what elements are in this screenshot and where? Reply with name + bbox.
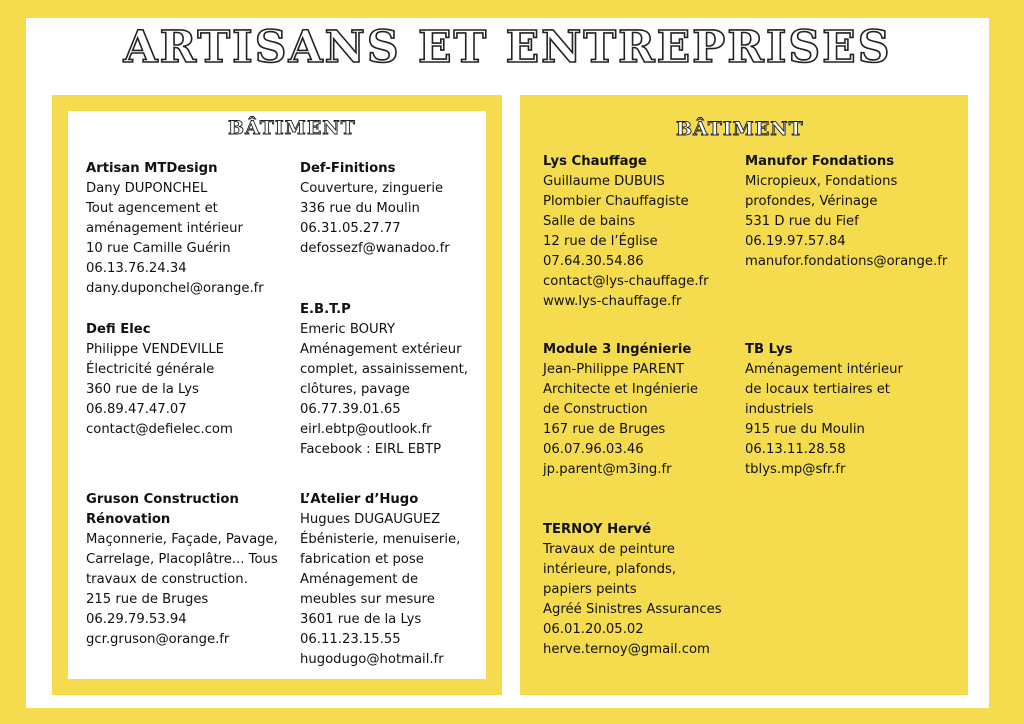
business-line: Micropieux, Fondations bbox=[745, 174, 898, 189]
business-card bbox=[86, 320, 233, 440]
business-line: 12 rue de l’Église bbox=[543, 234, 658, 249]
business-line: 336 rue du Moulin bbox=[300, 201, 420, 216]
business-line: 3601 rue de la Lys bbox=[300, 612, 422, 627]
business-line: Couverture, zinguerie bbox=[300, 181, 444, 196]
business-name: TB Lys bbox=[745, 342, 793, 357]
business-phone: 06.07.96.03.46 bbox=[543, 442, 644, 457]
business-line: Agréé Sinistres Assurances bbox=[543, 602, 722, 617]
business-name: TERNOY Hervé bbox=[543, 522, 652, 537]
business-card bbox=[300, 490, 460, 670]
business-email[interactable]: herve.ternoy@gmail.com bbox=[543, 642, 710, 657]
business-card bbox=[745, 152, 947, 272]
business-card bbox=[543, 520, 722, 660]
business-phone: 06.31.05.27.77 bbox=[300, 221, 401, 236]
business-line: Philippe VENDEVILLE bbox=[86, 342, 224, 357]
business-email[interactable]: eirl.ebtp@outlook.fr bbox=[300, 422, 432, 437]
business-line: Emeric BOURY bbox=[300, 322, 396, 337]
business-phone: 06.13.11.28.58 bbox=[745, 442, 846, 457]
business-line: intérieure, plafonds, bbox=[543, 562, 677, 577]
business-line: Aménagement intérieur bbox=[745, 362, 903, 377]
business-line: 215 rue de Bruges bbox=[86, 592, 209, 607]
business-line: fabrication et pose bbox=[300, 552, 424, 567]
business-website[interactable]: www.lys-chauffage.fr bbox=[543, 294, 682, 309]
business-line: travaux de construction. bbox=[86, 572, 248, 587]
business-name: L’Atelier d’Hugo bbox=[300, 492, 419, 507]
left-panel-inner bbox=[68, 111, 486, 679]
business-line: de Construction bbox=[543, 402, 648, 417]
business-line: papiers peints bbox=[543, 582, 637, 597]
business-line: 10 rue Camille Guérin bbox=[86, 241, 231, 256]
business-phone: 06.11.23.15.55 bbox=[300, 632, 401, 647]
business-name: Def-Finitions bbox=[300, 161, 396, 176]
left-panel bbox=[52, 95, 502, 695]
business-name: Artisan MTDesign bbox=[86, 161, 218, 176]
business-line: Aménagement de bbox=[300, 572, 419, 587]
business-card bbox=[300, 300, 468, 460]
right-panel bbox=[520, 95, 968, 695]
business-card bbox=[86, 490, 278, 650]
business-name: Gruson Construction bbox=[86, 492, 239, 507]
business-phone: 06.89.47.47.07 bbox=[86, 402, 187, 417]
business-line: Architecte et Ingénierie bbox=[543, 382, 698, 397]
business-email[interactable]: tblys.mp@sfr.fr bbox=[745, 462, 846, 477]
business-name: Lys Chauffage bbox=[543, 154, 647, 169]
business-line: Dany DUPONCHEL bbox=[86, 181, 208, 196]
business-card bbox=[86, 159, 264, 299]
business-line: Électricité générale bbox=[86, 362, 215, 377]
business-email[interactable]: dany.duponchel@orange.fr bbox=[86, 281, 264, 296]
business-line: aménagement intérieur bbox=[86, 221, 243, 236]
business-phone: 06.13.76.24.34 bbox=[86, 261, 187, 276]
business-line: meubles sur mesure bbox=[300, 592, 435, 607]
business-name: Manufor Fondations bbox=[745, 154, 895, 169]
business-name: Module 3 Ingénierie bbox=[543, 342, 692, 357]
business-phone: 06.01.20.05.02 bbox=[543, 622, 644, 637]
business-social[interactable]: Facebook : EIRL EBTP bbox=[300, 442, 442, 457]
business-name-2: Rénovation bbox=[86, 512, 171, 527]
business-line: 360 rue de la Lys bbox=[86, 382, 199, 397]
business-email[interactable]: gcr.gruson@orange.fr bbox=[86, 632, 230, 647]
business-phone: 07.64.30.54.86 bbox=[543, 254, 644, 269]
business-line: profondes, Vérinage bbox=[745, 194, 878, 209]
right-heading: BÂTIMENT bbox=[676, 118, 804, 140]
business-line: 915 rue du Moulin bbox=[745, 422, 865, 437]
business-line: Guillaume DUBUIS bbox=[543, 174, 665, 189]
business-card bbox=[300, 159, 450, 259]
business-email[interactable]: contact@lys-chauffage.fr bbox=[543, 274, 709, 289]
business-line: clôtures, pavage bbox=[300, 382, 410, 397]
business-email[interactable]: contact@defielec.com bbox=[86, 422, 233, 437]
business-line: Ébénisterie, menuiserie, bbox=[300, 532, 461, 547]
business-name: E.B.T.P bbox=[300, 302, 351, 317]
business-email[interactable]: jp.parent@m3ing.fr bbox=[543, 462, 672, 477]
business-phone: 06.29.79.53.94 bbox=[86, 612, 187, 627]
business-name: Defi Elec bbox=[86, 322, 151, 337]
business-card bbox=[543, 152, 709, 312]
business-line: 531 D rue du Fief bbox=[745, 214, 859, 229]
business-line: Plombier Chauffagiste bbox=[543, 194, 689, 209]
business-line: de locaux tertiaires et bbox=[745, 382, 890, 397]
business-line: complet, assainissement, bbox=[300, 362, 468, 377]
business-email[interactable]: defossezf@wanadoo.fr bbox=[300, 241, 450, 256]
business-card bbox=[543, 340, 698, 480]
business-email[interactable]: manufor.fondations@orange.fr bbox=[745, 254, 948, 269]
page-title: ARTISANS ET ENTREPRISES bbox=[123, 22, 892, 73]
business-card bbox=[745, 340, 903, 480]
business-line: Tout agencement et bbox=[86, 201, 218, 216]
business-phone: 06.77.39.01.65 bbox=[300, 402, 401, 417]
business-email[interactable]: hugodugo@hotmail.fr bbox=[300, 652, 444, 667]
business-line: 167 rue de Bruges bbox=[543, 422, 666, 437]
business-line: Carrelage, Placoplâtre... Tous bbox=[86, 552, 278, 567]
business-line: Aménagement extérieur bbox=[300, 342, 462, 357]
business-line: Jean-Philippe PARENT bbox=[543, 362, 685, 377]
business-line: industriels bbox=[745, 402, 814, 417]
business-line: Maçonnerie, Façade, Pavage, bbox=[86, 532, 278, 547]
business-phone: 06.19.97.57.84 bbox=[745, 234, 846, 249]
business-line: Hugues DUGAUGUEZ bbox=[300, 512, 441, 527]
business-line: Travaux de peinture bbox=[543, 542, 675, 557]
business-line: Salle de bains bbox=[543, 214, 636, 229]
left-heading: BÂTIMENT bbox=[228, 117, 356, 139]
